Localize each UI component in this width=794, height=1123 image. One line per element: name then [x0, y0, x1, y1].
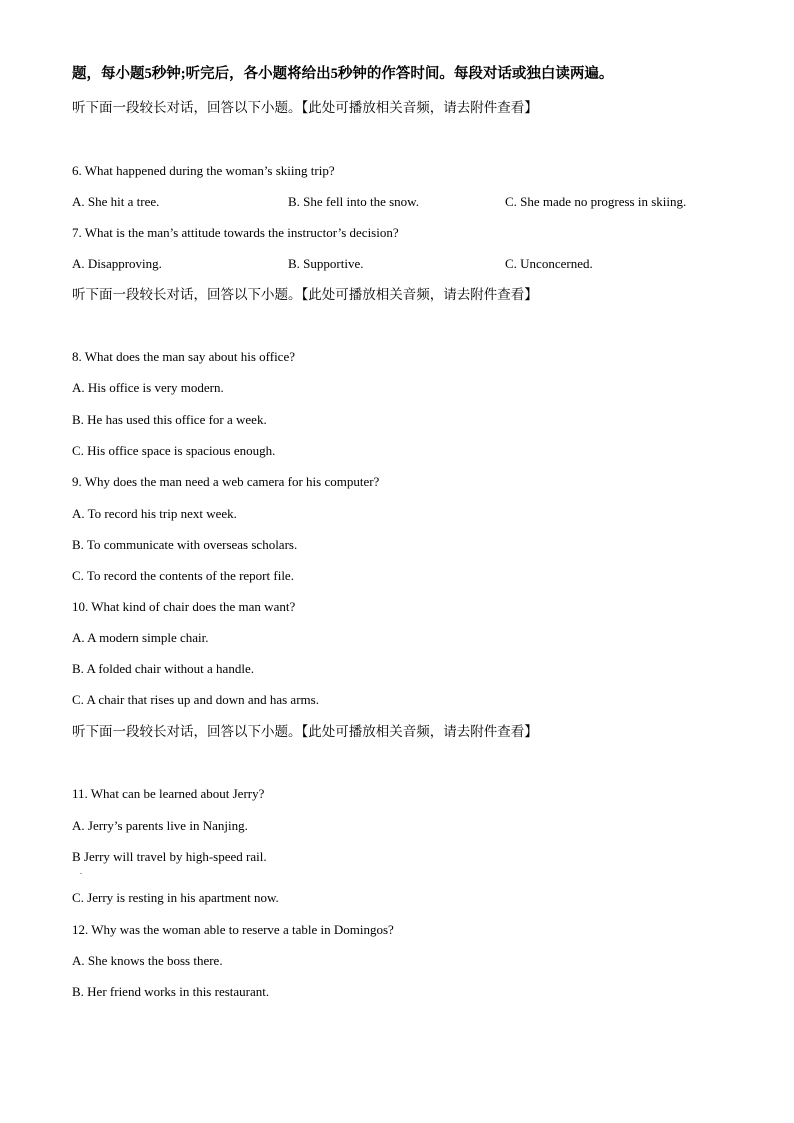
question-8-option-b: B. He has used this office for a week.	[72, 412, 267, 427]
question-11: 11. What can be learned about Jerry?	[72, 786, 265, 801]
question-11-option-a: A. Jerry’s parents live in Nanjing.	[72, 818, 248, 833]
section-note-3: 听下面一段较长对话，回答以下小题。【此处可播放相关音频，请去附件查看】	[72, 724, 538, 739]
question-11-option-b: B Jerry will travel by high-speed rail.	[72, 849, 267, 864]
question-9: 9. Why does the man need a web camera for his computer?	[72, 474, 380, 489]
question-11-option-b-mark: .	[80, 867, 82, 876]
question-6-option-b: B. She fell into the snow.	[288, 194, 419, 209]
question-6-option-a: A. She hit a tree.	[72, 194, 160, 209]
question-6: 6. What happened during the woman’s skiing trip?	[72, 163, 335, 178]
question-7-option-c: C. Unconcerned.	[505, 256, 593, 271]
question-7: 7. What is the man’s attitude towards the instructor’s decision?	[72, 225, 399, 240]
question-8: 8. What does the man say about his office?	[72, 349, 295, 364]
question-7-option-b: B. Supportive.	[288, 256, 364, 271]
instructions-intro: 题，每小题5秒钟;听完后，各小题将给出5秒钟的作答时间。每段对话或独白读两遍。	[72, 66, 614, 82]
question-6-option-c: C. She made no progress in skiing.	[505, 194, 687, 209]
question-7-options	[72, 256, 732, 272]
question-12-option-a: A. She knows the boss there.	[72, 953, 223, 968]
question-9-option-a: A. To record his trip next week.	[72, 506, 237, 521]
question-9-option-b: B. To communicate with overseas scholars.	[72, 537, 298, 552]
question-12: 12. Why was the woman able to reserve a table in Domingos?	[72, 922, 394, 937]
question-10: 10. What kind of chair does the man want?	[72, 599, 296, 614]
question-8-option-c: C. His office space is spacious enough.	[72, 443, 276, 458]
question-10-option-b: B. A folded chair without a handle.	[72, 661, 254, 676]
question-6-options	[72, 194, 732, 210]
question-8-option-a: A. His office is very modern.	[72, 380, 224, 395]
section-note-1: 听下面一段较长对话，回答以下小题。【此处可播放相关音频，请去附件查看】	[72, 100, 538, 115]
question-10-option-c: C. A chair that rises up and down and has arms.	[72, 692, 319, 707]
question-10-option-a: A. A modern simple chair.	[72, 630, 209, 645]
question-12-option-b: B. Her friend works in this restaurant.	[72, 984, 270, 999]
question-9-option-c: C. To record the contents of the report file.	[72, 568, 294, 583]
section-note-2: 听下面一段较长对话，回答以下小题。【此处可播放相关音频，请去附件查看】	[72, 287, 538, 302]
question-11-option-c: C. Jerry is resting in his apartment now.	[72, 890, 279, 905]
question-7-option-a: A. Disapproving.	[72, 256, 162, 271]
